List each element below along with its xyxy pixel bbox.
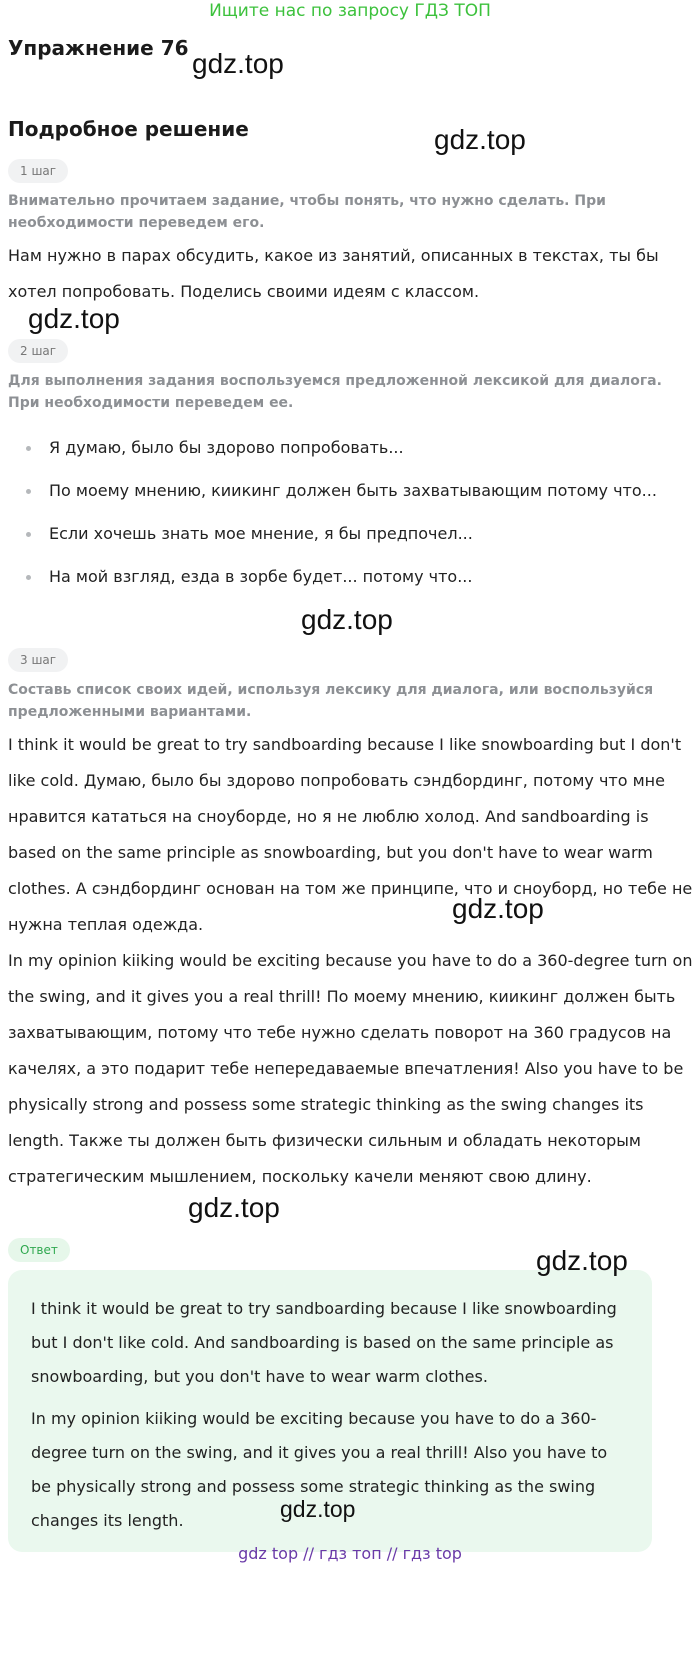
watermark: gdz.top — [452, 893, 544, 924]
bullet-icon — [26, 489, 31, 494]
step-1-label: 1 шаг — [8, 159, 68, 183]
list-item-text: Я думаю, было бы здорово попробовать... — [49, 438, 404, 457]
step-3-paragraph-2: In my opinion kiiking would be exciting because you have to do a 360-degree turn on the swing, and it gives you a real thrill! По моему мнению, киикинг должен быть захватывающим, потому что тебе нужно сделать поворот на 360 градусов на качелях, а это подарит тебе непередаваемые впечатления! Also you have to be physically strong and possess some strategic thinking as the swing changes its length. Также ты должен быть физически сильным и обладать некоторым стратегическим мышлением, поскольку качели меняют свою длину. — [8, 951, 693, 1186]
list-item — [8, 475, 688, 518]
answer-paragraph-2: In my opinion kiiking would be exciting because you have to do a 360-degree turn on the swing, and it gives you a real thrill! Also you have to be physically strong and possess some strategic thinking as the swing changes its length. — [31, 1409, 608, 1530]
phrase-list — [8, 432, 688, 604]
watermark: gdz.top — [192, 48, 284, 79]
step-1-hint: Внимательно прочитаем задание, чтобы понять, что нужно сделать. При необходимости переведем его. — [8, 193, 606, 231]
step-3-paragraph-1: I think it would be great to try sandboarding because I like snowboarding but I don't like cold. Думаю, было бы здорово попробовать сэндбординг, потому что мне нравится кататься на сноуборде, но я не люблю холод. And sandboarding is based on the same principle as snowboarding, but you don't have to wear warm clothes. А сэндбординг основан на том же принципе, что и сноуборд, но тебе не нужна теплая одежда. — [8, 735, 693, 934]
search-banner[interactable]: Ищите нас по запросу ГДЗ ТОП — [209, 1, 491, 21]
answer-label: Ответ — [8, 1238, 70, 1262]
list-item-text: На мой взгляд, езда в зорбе будет... потому что... — [49, 567, 473, 586]
list-item — [8, 518, 688, 561]
solution-title: Подробное решение — [8, 117, 249, 141]
list-item-text: По моему мнению, киикинг должен быть захватывающим потому что... — [49, 481, 657, 500]
list-item — [8, 432, 688, 475]
list-item-text: Если хочешь знать мое мнение, я бы предпочел... — [49, 524, 473, 543]
bullet-icon — [26, 575, 31, 580]
step-3-hint: Составь список своих идей, используя лексику для диалога, или воспользуйся предложенными вариантами. — [8, 682, 654, 720]
step-3-label: 3 шаг — [8, 648, 68, 672]
list-item — [8, 561, 688, 604]
bullet-icon — [26, 532, 31, 537]
watermark: gdz.top — [28, 303, 120, 334]
watermark: gdz.top — [301, 604, 393, 635]
watermark: gdz.top — [536, 1245, 628, 1276]
bullet-icon — [26, 446, 31, 451]
answer-paragraph-1: I think it would be great to try sandboarding because I like snowboarding but I don't like cold. And sandboarding is based on the same principle as snowboarding, but you don't have to wear warm clothes. — [31, 1299, 617, 1386]
watermark: gdz.top — [280, 1496, 356, 1522]
step-2-label: 2 шаг — [8, 339, 68, 363]
exercise-title: Упражнение 76 — [8, 36, 189, 60]
watermark: gdz.top — [434, 124, 526, 155]
step-2-hint: Для выполнения задания воспользуемся предложенной лексикой для диалога. При необходимости переведем ее. — [8, 373, 662, 411]
footer-links[interactable]: gdz top // гдз топ // гдз top — [238, 1544, 462, 1563]
watermark: gdz.top — [188, 1192, 280, 1223]
step-1-text: Нам нужно в парах обсудить, какое из занятий, описанных в текстах, ты бы хотел попробовать. Поделись своими идеям с классом. — [8, 246, 659, 301]
